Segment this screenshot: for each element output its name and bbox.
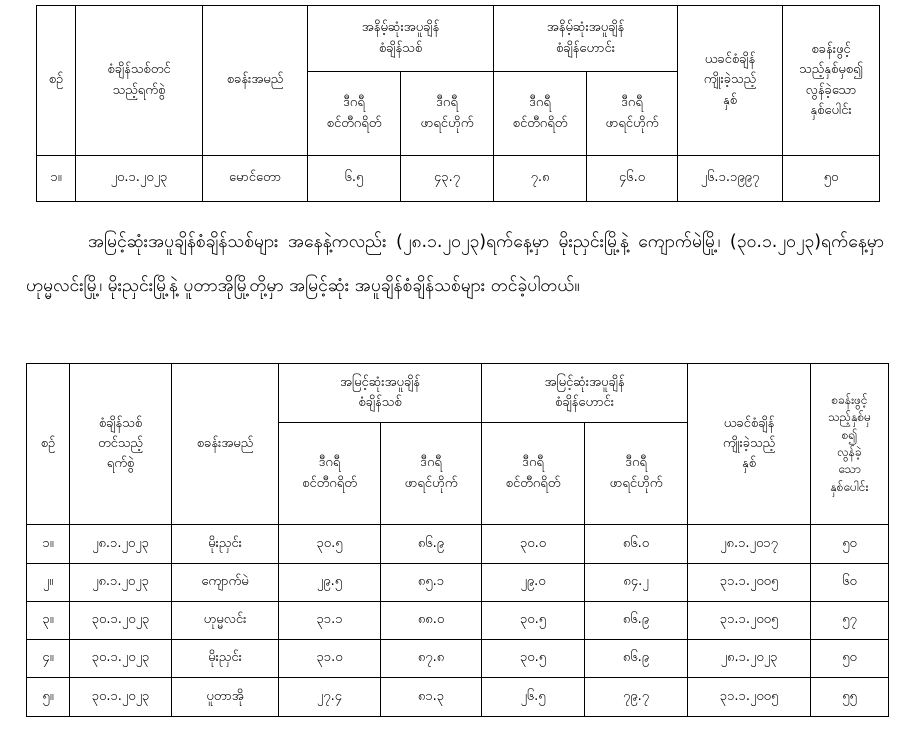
cell-old-fahrenheit: ၇၉.၇ (585, 678, 688, 717)
cell-old-celsius: ၃၀.၀ (482, 525, 585, 564)
cell-new-celsius: ၂၇.၄ (279, 678, 381, 717)
cell-recorded-date: ၂၀.၁.၂၀၂၃ (76, 156, 203, 202)
cell-old-fahrenheit: ၈၄.၂ (585, 564, 688, 602)
table-row (37, 156, 880, 202)
header-no: စဉ် (27, 364, 70, 525)
cell-new-fahrenheit: ၈၈.၀ (381, 602, 482, 640)
cell-no: ၅။ (27, 678, 70, 717)
header-years-opened: စခန်းဖွင့် သည့်နှစ်မှ စ၍ လွန်ခဲ့ သော နှစ်ပေါင်း (811, 364, 889, 525)
cell-no: ၄။ (27, 640, 70, 678)
cell-new-fahrenheit: ၈၅.၁ (381, 564, 482, 602)
header-celsius: ဒီဂရီ စင်တီဂရိတ် (279, 423, 381, 525)
cell-new-fahrenheit: ၈၇.၈ (381, 640, 482, 678)
cell-station: မိုးညှင်း (172, 640, 279, 678)
header-new-record: အမြင့်ဆုံးအပူချိန် စံချိန်သစ် (279, 364, 482, 423)
cell-new-celsius: ၂၉.၅ (279, 564, 381, 602)
cell-old-record-date: ၂၈.၁.၂၀၂၃ (688, 640, 811, 678)
cell-old-record-date: ၃၁.၁.၂၀၀၅ (688, 602, 811, 640)
cell-years-opened: ၅၅ (811, 678, 889, 717)
cell-old-celsius: ၃၀.၅ (482, 602, 585, 640)
header-old-record-date: ယခင်စံချိန် ကျိုးခဲ့သည့် နှစ် (678, 6, 783, 156)
header-station: စခန်းအမည် (172, 364, 279, 525)
header-recorded-date: စံချိန်သစ်တင် သည့်ရက်စွဲ (76, 6, 203, 156)
cell-years-opened: ၅၀ (811, 525, 889, 564)
cell-recorded-date: ၃၀.၁.၂၀၂၃ (70, 678, 172, 717)
highest-temperature-paragraph (26, 220, 884, 308)
cell-years-opened: ၆၀ (811, 564, 889, 602)
cell-recorded-date: ၃၀.၁.၂၀၂၃ (70, 640, 172, 678)
cell-station: ပူတာအို (172, 678, 279, 717)
header-fahrenheit: ဒီဂရီ ဖာရင်ဟိုက် (381, 423, 482, 525)
cell-old-record-date: ၃၁.၁.၂၀၀၅ (688, 564, 811, 602)
cell-recorded-date: ၂၈.၁.၂၀၂၃ (70, 525, 172, 564)
cell-station: ကျောက်မဲ (172, 564, 279, 602)
header-years-opened: စခန်းဖွင့် သည့်နှစ်မှစ၍ လွန်ခဲ့သော နှစ်ပေါင်း (783, 6, 880, 156)
table-row (27, 602, 889, 640)
cell-new-celsius: ၃၀.၅ (279, 525, 381, 564)
cell-old-celsius: ၂၉.၀ (482, 564, 585, 602)
header-old-record: အနိမ့်ဆုံးအပူချိန် စံချိန်ဟောင်း (494, 6, 678, 72)
header-celsius: ဒီဂရီ စင်တီဂရိတ် (308, 72, 401, 156)
header-old-record: အမြင့်ဆုံးအပူချိန် စံချိန်ဟောင်း (482, 364, 688, 423)
cell-years-opened: ၅၀ (811, 640, 889, 678)
header-fahrenheit: ဒီဂရီ ဖာရင်ဟိုက် (401, 72, 494, 156)
header-old-record-date: ယခင်စံချိန် ကျိုးခဲ့သည့် နှစ် (688, 364, 811, 525)
header-fahrenheit: ဒီဂရီ ဖာရင်ဟိုက် (587, 72, 678, 156)
cell-recorded-date: ၂၈.၁.၂၀၂၃ (70, 564, 172, 602)
cell-no: ၁။ (37, 156, 76, 202)
cell-new-celsius: ၃၁.၀ (279, 640, 381, 678)
lowest-temperature-record-table (36, 5, 880, 202)
cell-old-celsius: ၇.၈ (494, 156, 587, 202)
cell-new-celsius: ၆.၅ (308, 156, 401, 202)
cell-station: ဟုမ္မလင်း (172, 602, 279, 640)
header-new-record: အနိမ့်ဆုံးအပူချိန် စံချိန်သစ် (308, 6, 494, 72)
cell-station: မောင်တော (203, 156, 308, 202)
cell-no: ၂။ (27, 564, 70, 602)
cell-new-fahrenheit: ၈၆.၉ (381, 525, 482, 564)
cell-old-fahrenheit: ၈၆.၀ (585, 525, 688, 564)
cell-years-opened: ၅၀ (783, 156, 880, 202)
table-row (27, 525, 889, 564)
header-no: စဉ် (37, 6, 76, 156)
header-celsius: ဒီဂရီ စင်တီဂရိတ် (482, 423, 585, 525)
header-fahrenheit: ဒီဂရီ ဖာရင်ဟိုက် (585, 423, 688, 525)
cell-years-opened: ၅၇ (811, 602, 889, 640)
cell-old-record-date: ၂၈.၁.၂၀၁၇ (688, 525, 811, 564)
table-row (27, 640, 889, 678)
cell-station: မိုးညှင်း (172, 525, 279, 564)
cell-new-celsius: ၃၁.၁ (279, 602, 381, 640)
cell-old-celsius: ၂၆.၅ (482, 678, 585, 717)
cell-old-fahrenheit: ၄၆.၀ (587, 156, 678, 202)
table-row (27, 564, 889, 602)
table-row (27, 678, 889, 717)
cell-old-record-date: ၃၁.၁.၂၀၀၅ (688, 678, 811, 717)
paragraph-text: အမြင့်ဆုံးအပူချိန်စံချိန်သစ်များ အနေနဲ့ကလည်း (၂၈.၁.၂၀၂၃)ရက်နေ့မှာ မိုးညှင်းမြို့နဲ့ ကျောက်မဲမြို့၊ (၃၀.၁.၂၀၂၃)ရက်နေ့မှာ ဟုမ္မလင်းမြို့၊ မိုးညှင်းမြို့နဲ့ ပူတာအိုမြို့တို့မှာ အမြင့်ဆုံး အပူချိန်စံချိန်သစ်များ တင်ခဲ့ပါတယ်။ (26, 232, 884, 296)
cell-new-fahrenheit: ၈၁.၃ (381, 678, 482, 717)
header-station: စခန်းအမည် (203, 6, 308, 156)
header-celsius: ဒီဂရီ စင်တီဂရိတ် (494, 72, 587, 156)
cell-old-fahrenheit: ၈၆.၉ (585, 640, 688, 678)
header-recorded-date: စံချိန်သစ် တင်သည့် ရက်စွဲ (70, 364, 172, 525)
cell-new-fahrenheit: ၄၃.၇ (401, 156, 494, 202)
cell-no: ၃။ (27, 602, 70, 640)
cell-old-fahrenheit: ၈၆.၉ (585, 602, 688, 640)
cell-old-celsius: ၃၀.၅ (482, 640, 585, 678)
cell-recorded-date: ၃၀.၁.၂၀၂၃ (70, 602, 172, 640)
cell-no: ၁။ (27, 525, 70, 564)
cell-old-record-date: ၂၆.၁.၁၉၉၇ (678, 156, 783, 202)
highest-temperature-record-table (26, 363, 889, 717)
